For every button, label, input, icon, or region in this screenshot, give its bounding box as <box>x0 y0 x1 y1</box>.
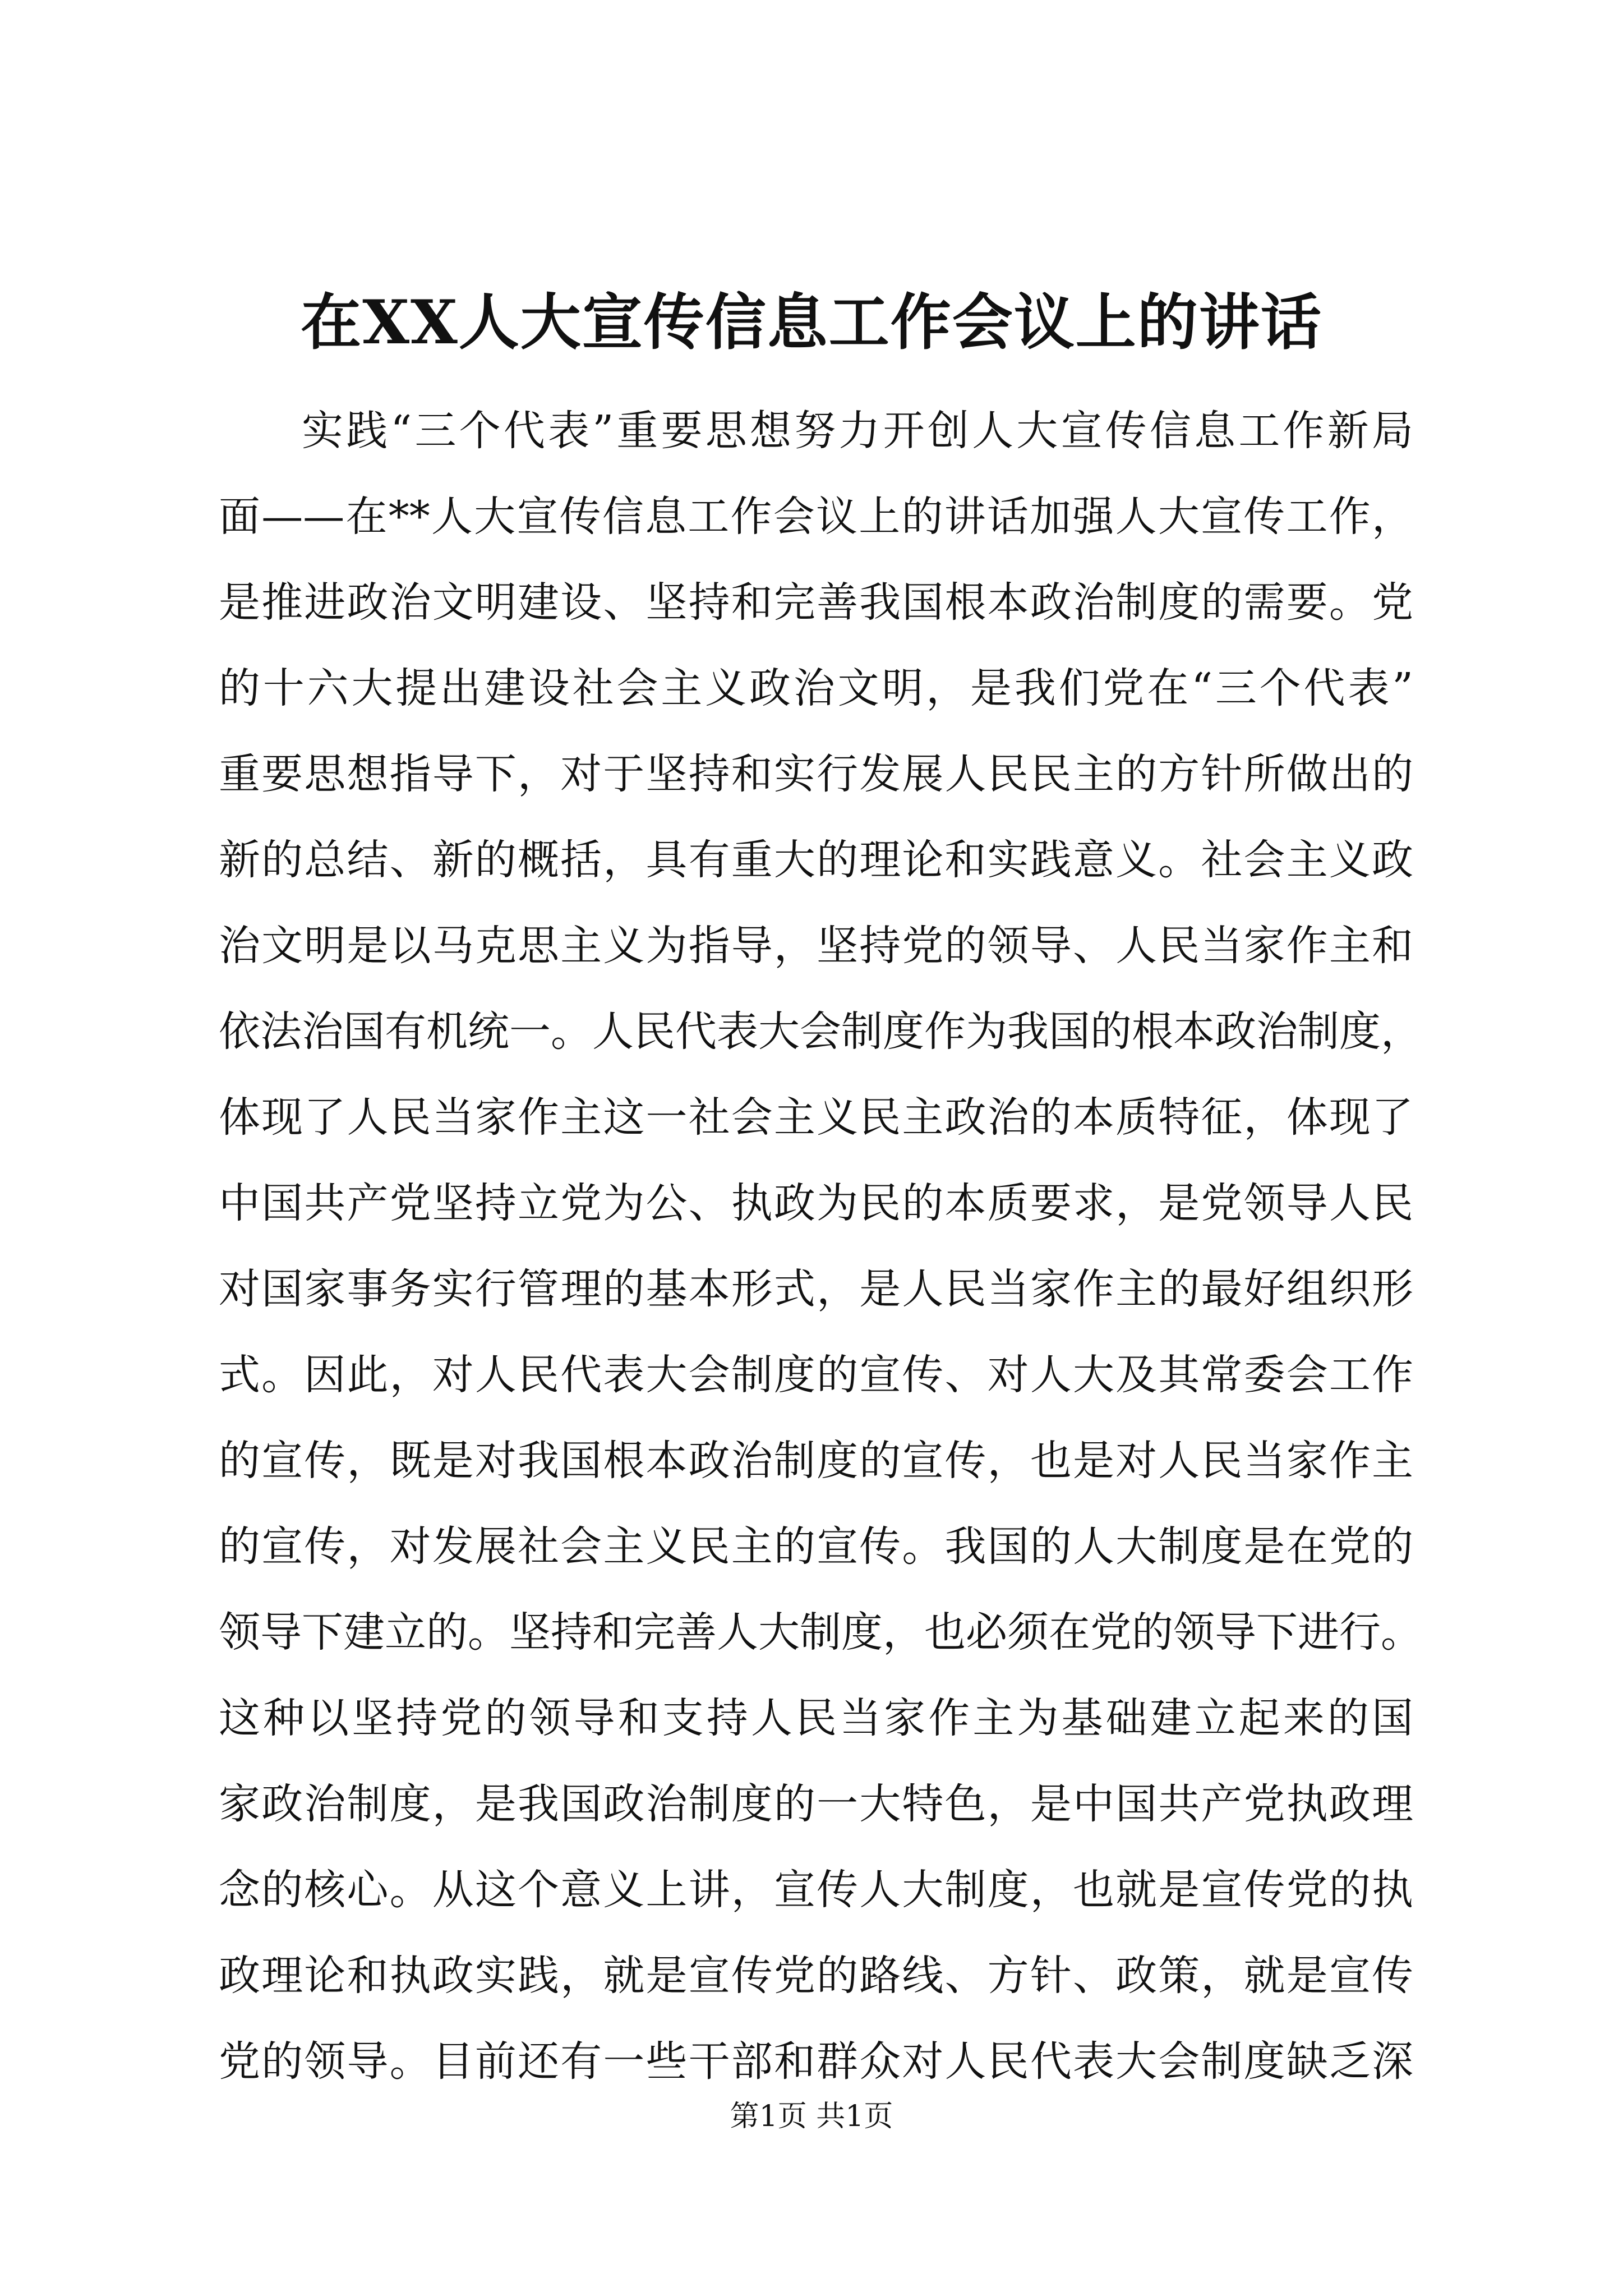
body-line: 对国家事务实行管理的基本形式，是人民当家作主的最好组织形 <box>219 1265 1413 1313</box>
page-footer: 第1页 共1页 <box>730 2100 893 2133</box>
body-line: 体现了人民当家作主这一社会主义民主政治的本质特征，体现了 <box>219 1093 1413 1142</box>
body-line: 的宣传，既是对我国根本政治制度的宣传，也是对人民当家作主 <box>219 1437 1413 1485</box>
document-title: 在XX人大宣传信息工作会议上的讲话 <box>301 287 1322 358</box>
body-line: 实践“三个代表”重要思想努力开创人大宣传信息工作新局 <box>302 407 1413 455</box>
body-line: 党的领导。目前还有一些干部和群众对人民代表大会制度缺乏深 <box>219 2037 1413 2086</box>
body-line: 的宣传，对发展社会主义民主的宣传。我国的人大制度是在党的 <box>219 1522 1413 1571</box>
body-line: 的十六大提出建设社会主义政治文明，是我们党在“三个代表” <box>219 664 1413 712</box>
body-line: 念的核心。从这个意义上讲，宣传人大制度，也就是宣传党的执 <box>219 1866 1413 1914</box>
body-line: 家政治制度，是我国政治制度的一大特色，是中国共产党执政理 <box>219 1780 1413 1828</box>
document-body <box>219 388 1422 2105</box>
body-line: 面——在**人大宣传信息工作会议上的讲话加强人大宣传工作， <box>219 493 1413 541</box>
body-line: 新的总结、新的概括，具有重大的理论和实践意义。社会主义政 <box>219 836 1413 884</box>
body-line: 中国共产党坚持立党为公、执政为民的本质要求，是党领导人民 <box>219 1179 1413 1227</box>
body-line: 是推进政治文明建设、坚持和完善我国根本政治制度的需要。党 <box>219 578 1413 627</box>
body-line: 重要思想指导下，对于坚持和实行发展人民民主的方针所做出的 <box>219 750 1413 798</box>
body-line: 领导下建立的。坚持和完善人大制度，也必须在党的领导下进行。 <box>219 1608 1422 1657</box>
body-line: 政理论和执政实践，就是宣传党的路线、方针、政策，就是宣传 <box>219 1952 1413 2000</box>
body-line: 依法治国有机统一。人民代表大会制度作为我国的根本政治制度， <box>219 1007 1422 1056</box>
body-line: 式。因此，对人民代表大会制度的宣传、对人大及其常委会工作 <box>219 1351 1413 1399</box>
body-line: 这种以坚持党的领导和支持人民当家作主为基础建立起来的国 <box>219 1694 1413 1742</box>
body-line: 治文明是以马克思主义为指导，坚持党的领导、人民当家作主和 <box>219 922 1413 970</box>
